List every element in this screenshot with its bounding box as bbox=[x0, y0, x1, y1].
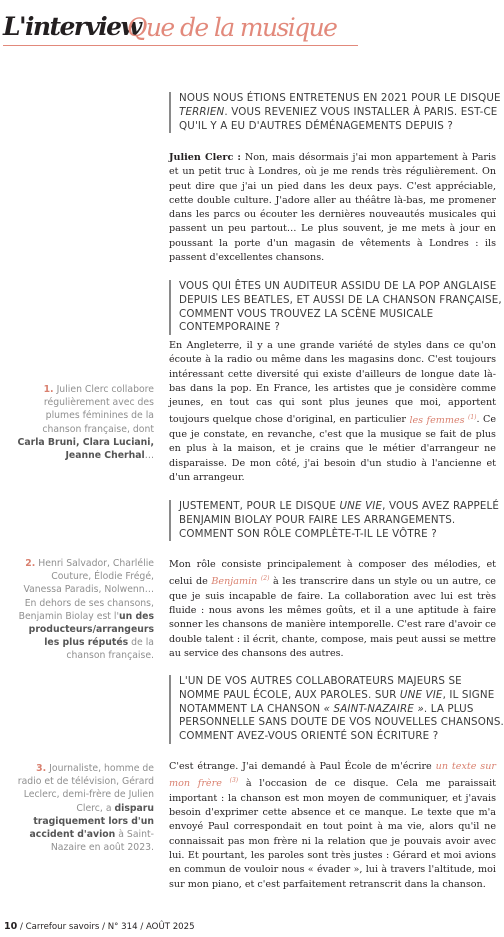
footnote-text: Journaliste, homme de radio et de télévision, Gérard Leclerc, demi-frère de Julien Clerc, a disparu tragiquement lors d'un accident d'avion à Saint-Nazaire en août 2023. bbox=[17, 763, 154, 854]
footnote-3 bbox=[16, 762, 154, 854]
answer-4: C'est étrange. J'ai demandé à Paul École de m'écrire un texte sur mon frère $^{(3)}$ à l'occasion de ce disque. Cela me paraissait important : la chanson est mon moyen de communiquer, et j'avais besoin d'exprimer cette absence et ce manque. Le texte que m'a envoyé Paul correspondait en tout point à ma vie, alors qu'il ne connaissait pas mon frère ni la relation que je pouvais avoir avec lui. Et pourtant, les paroles sont très justes : Gérard et moi avions en commun de vouloir nous « évader », lui à travers l'altitude, moi sur mon piano, et c'est parfaitement retranscrit dans la chanson. bbox=[169, 761, 497, 890]
question-4: L'UN DE VOS AUTRES COLLABORATEURS MAJEURS SE NOMME PAUL ÉCOLE, AUX PAROLES. SUR UNE VIE, IL SIGNE NOTAMMENT LA CHANSON « SAINT-NAZAIRE ». LA PLUS PERSONNELLE SANS DOUTE DE VOS NOUVELLES CHANSONS. COMMENT AVEZ-VOUS ORIENTÉ SON ÉCRITURE ? bbox=[169, 675, 504, 744]
article-title: Que de la musique bbox=[127, 13, 337, 42]
answer-1: Julien Clerc : Non, mais désormais j'ai mon appartement à Paris et un petit truc à Londres, où je me rends très régulièrement. On peut dire que j'ai un pied dans les deux pays. C'est appréciable, cette double culture. J'adore aller au théâtre là-bas, me promener dans les parcs ou écouter les dernières nouveautés musicales qui passent un peu partout… Le plus souvent, je me mets à jour en poussant la porte d'un magasin de vêtements à Londres : ils passent d'excellentes chansons. bbox=[169, 152, 496, 264]
issue-date: AOÛT 2025 bbox=[145, 922, 195, 932]
question-3: JUSTEMENT, POUR LE DISQUE UNE VIE, VOUS AVEZ RAPPELÉ BENJAMIN BIOLAY POUR FAIRE LES ARRANGEMENTS. COMMENT SON RÔLE COMPLÈTE-T-IL LE VÔTRE ? bbox=[169, 500, 504, 541]
footnote-number: 3. bbox=[36, 763, 47, 774]
footnote-1 bbox=[16, 383, 154, 462]
footnote-2 bbox=[16, 557, 154, 663]
issue-number: N° 314 bbox=[107, 922, 138, 932]
section-label: L'interview bbox=[3, 12, 141, 41]
footnote-text: Henri Salvador, Charlélie Couture, Élodie Frégé, Vanessa Paradis, Nolwenn… En dehors de ses chansons, Benjamin Biolay est l'un des producteurs/arrangeurs les plus réputés de la chanson française. bbox=[18, 558, 154, 662]
footnote-number: 2. bbox=[25, 558, 36, 569]
footer-separator: / bbox=[99, 922, 108, 932]
header-rule bbox=[3, 45, 358, 46]
footer-separator: / bbox=[17, 922, 26, 932]
page-number: 10 bbox=[4, 921, 18, 932]
question-1: NOUS NOUS ÉTIONS ENTRETENUS EN 2021 POUR LE DISQUE TERRIEN. VOUS REVENIEZ VOUS INSTALLER À PARIS. EST-CE QU'IL Y A EU D'AUTRES DÉMÉNAGEMENTS DEPUIS ? bbox=[169, 92, 504, 133]
publication-name: Carrefour savoirs bbox=[25, 922, 100, 932]
footnote-text: Julien Clerc collabore régulièrement avec des plumes féminines de la chanson française, dont Carla Bruni, Clara Luciani, Jeanne Cherhal… bbox=[17, 384, 154, 462]
footnote-number: 1. bbox=[43, 384, 54, 395]
page-footer bbox=[4, 921, 195, 932]
page-header bbox=[3, 12, 358, 46]
answer-2: En Angleterre, il y a une grande variété de styles dans ce qu'on écoute à la radio ou même dans les magasins donc. C'est toujours intéressant cette diversité qui existe d'ailleurs de longue date là-bas dans la pop. En France, les artistes que je considère comme jeunes, en tout cas qui sont plus jeunes que moi, apportent toujours quelque chose d'original, en particulier les femmes $^{(1)}$. Ce que je constate, en revanche, c'est que la musique se fait de plus en plus à la maison, et je crains que le métier d'arrangeur ne disparaisse. De mon côté, j'ai besoin d'un studio à l'ancienne et d'un arrangeur. bbox=[169, 340, 496, 483]
footer-separator: / bbox=[137, 922, 146, 932]
answer-3: Mon rôle consiste principalement à composer des mélodies, et celui de Benjamin $^{(2)}$ à les transcrire dans un style ou un autre, ce que je suis incapable de faire. La collaboration avec lui est très fluide : nous avons les mêmes goûts, et il a une aptitude à faire sonner les chansons de manière intemporelle. C'est rare d'avoir ce double talent : il écrit, chante, compose, mais peut aussi se mettre au service des chansons des autres. bbox=[169, 559, 496, 659]
question-2: VOUS QUI ÊTES UN AUDITEUR ASSIDU DE LA POP ANGLAISE DEPUIS LES BEATLES, ET AUSSI DE LA CHANSON FRANÇAISE, COMMENT VOUS TROUVEZ LA SCÈNE MUSICALE CONTEMPORAINE ? bbox=[169, 280, 504, 335]
